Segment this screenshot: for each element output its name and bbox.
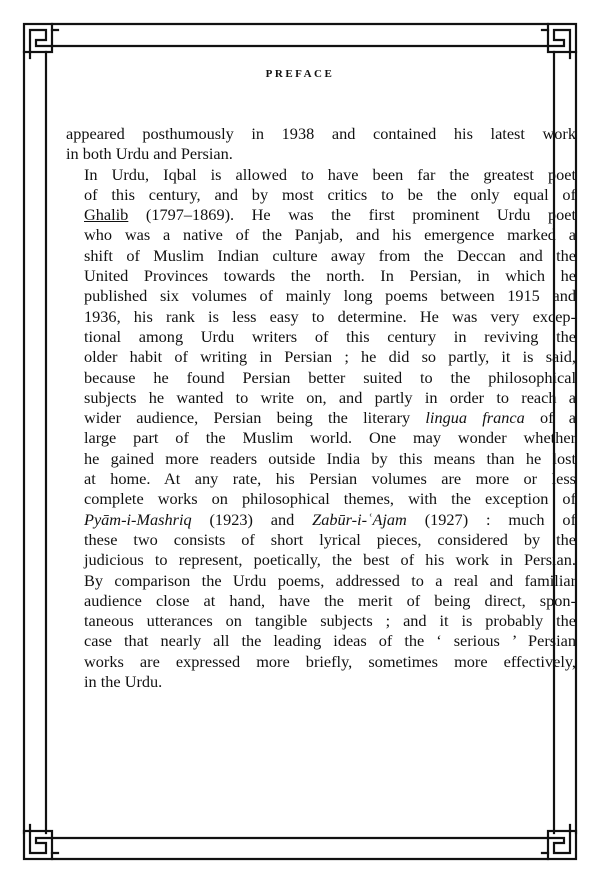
text-line: shift of Muslim Indian culture away from the Deccan and the xyxy=(84,245,576,265)
text-line: taneous utterances on tangible subjects ; and it is probably the xyxy=(84,611,576,631)
text-line: these two consists of short lyrical pieces, considered by the xyxy=(84,529,576,549)
text-line: at home. At any rate, his Persian volumes are more or less xyxy=(84,469,576,489)
running-heading: PREFACE xyxy=(265,68,335,80)
underlined-name: Ghalib xyxy=(84,205,129,225)
text-line: In Urdu, Iqbal is allowed to have been far the greatest poet xyxy=(84,164,576,184)
text-line: older habit of writing in Persian ; he did so partly, it is said, xyxy=(84,347,576,367)
paragraph-2 xyxy=(66,165,576,693)
text-line: By comparison the Urdu poems, addressed to a real and familiar xyxy=(84,570,576,590)
italic-title: Pyām-i-Mashriq xyxy=(84,509,192,529)
text-line: he gained more readers outside India by this means than he lost xyxy=(84,448,576,468)
text-line: in the Urdu. xyxy=(84,672,163,692)
text-line: of this century, and by most critics to be the only equal of xyxy=(84,184,576,204)
text-line: appeared posthumously in 1938 and contained his latest work xyxy=(66,124,576,143)
text-fragment: (1797–1869). He was the first prominent Urdu poet xyxy=(128,205,576,225)
text-line: who was a native of the Panjab, and his emergence marked a xyxy=(84,225,576,245)
text-line: complete works on philosophical themes, with the exception of xyxy=(84,489,576,509)
italic-title: Zabūr-i-ʿAjam xyxy=(312,509,407,529)
text-line: in both Urdu and Persian. xyxy=(66,144,233,164)
text-line: case that nearly all the leading ideas of the ‘ serious ’ Persian xyxy=(84,631,576,651)
text-line: published six volumes of mainly long poems between 1915 and xyxy=(84,286,576,306)
text-line: 1936, his rank is less easy to determine. He was very excep- xyxy=(84,306,576,326)
corner-ornament-top-left xyxy=(24,24,58,58)
text-line-ghalib xyxy=(66,205,576,225)
text-line: audience close at hand, have the merit of being direct, spon- xyxy=(84,590,576,610)
text-line: subjects he wanted to write on, and partly in order to reach a xyxy=(84,387,576,407)
corner-ornament-top-right xyxy=(542,24,576,58)
corner-ornament-bottom-right xyxy=(542,825,576,859)
text-line: tional among Urdu writers of this century in reviving the xyxy=(84,326,576,346)
paragraph-1 xyxy=(66,124,576,165)
text-line: judicious to represent, poetically, the best of his work in Persian. xyxy=(84,550,576,570)
corner-ornament-bottom-left xyxy=(24,825,58,859)
preface-body xyxy=(66,124,576,692)
text-line-titles: Pyām-i-Mashriq (1923) and Zabūr-i-ʿAjam (1927) : much of xyxy=(84,509,576,529)
italic-phrase: lingua franca xyxy=(425,408,525,428)
text-line-lingua-franca: wider audience, Persian being the literary lingua franca of a xyxy=(84,408,577,428)
text-line: large part of the Muslim world. One may wonder whether xyxy=(84,428,576,448)
text-line: works are expressed more briefly, sometimes more effectively, xyxy=(84,651,576,671)
text-line: United Provinces towards the north. In Persian, in which he xyxy=(84,266,576,286)
text-line: because he found Persian better suited to the philosophical xyxy=(84,367,576,387)
